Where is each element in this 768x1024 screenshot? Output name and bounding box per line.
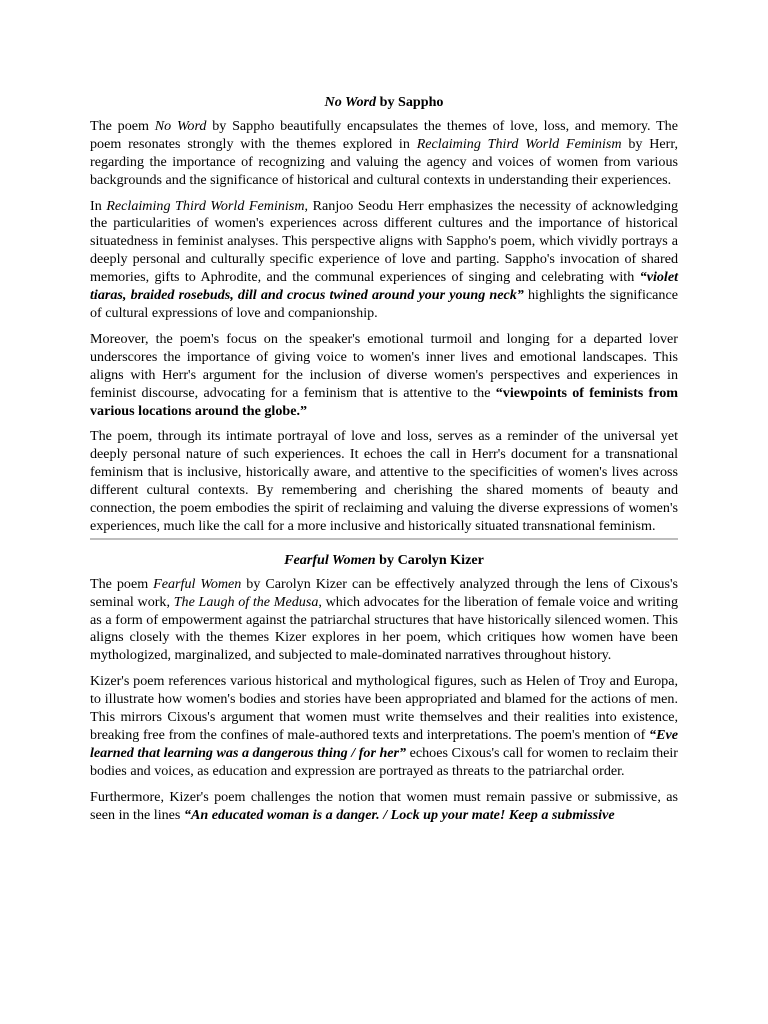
text-run-italic: Fearful Women	[153, 575, 242, 592]
text-run: The poem, through its intimate portrayal of love and loss, serves as a reminder of the universal yet deeply personal nature of such experiences. It echoes the call in Herr's document for a transnational feminism that is inclusive, historically aware, and attentive to the specificities of women's lives across different cultural contexts. By remembering and cherishing the shared moments of beauty and connection, the poem embodies the spirit of reclaiming and valuing the diverse expressions of women's experiences, much like the call for a more inclusive and historically situated transnational feminism.	[90, 428, 678, 534]
text-run: by Herr, regarding the importance of recognizing and valuing the agency and voices of women from various backgrounds and the significance of historical and cultural contexts in understanding their experiences.	[90, 135, 679, 188]
text-run-italic: Reclaiming Third World Feminism	[416, 135, 622, 152]
text-run: by Carolyn Kizer can be effectively analyzed through the lens of Cixous's seminal work,	[90, 575, 678, 610]
text-run: In	[90, 197, 107, 214]
paragraph	[90, 673, 678, 780]
paragraph	[90, 428, 678, 535]
section-heading-kizer	[90, 552, 678, 570]
text-run: Moreover, the poem's focus on the speaker's emotional turmoil and longing for a departed lover underscores the importance of giving voice to women's inner lives and emotional landscapes. This aligns with Herr's argument for the inclusion of diverse women's perspectives and experiences in feminist discourse, advocating for a feminism that is attentive to the	[90, 330, 678, 401]
text-run: Kizer's poem references various historical and mythological figures, such as Helen of Troy and Europa, to illustrate how women's bodies and stories have been appropriated and blamed for the actions of men. This mirrors Cixous's argument that women must write themselves and their realities into existence, breaking free from the confines of male-authored texts and interpretations. The poem's mention of	[90, 673, 678, 743]
text-run: highlights the significance of cultural expressions of love and companionship.	[90, 287, 678, 321]
section-heading-sappho	[90, 94, 678, 112]
section-divider	[90, 538, 678, 540]
paragraph	[90, 789, 678, 825]
paragraph	[90, 576, 678, 666]
document-page	[90, 94, 678, 833]
paragraph	[90, 198, 678, 323]
text-run: , Ranjoo Seodu Herr emphasizes the necessity of acknowledging the particularities of women's experiences across different cultures and the importance of historical situatedness in feminist analyses. This perspective aligns with Sappho's poem, which vividly portrays a deeply personal and culturally specific experience of love and parting. Sappho's invocation of shared memories, gifts to Aphrodite, and the communal experiences of singing and celebrating with	[90, 197, 679, 286]
quote-bold-italic: “An educated woman is a danger. / Lock up your mate! Keep a submissive	[183, 806, 615, 823]
text-run: The poem	[90, 117, 155, 134]
text-run-italic: The Laugh of the Medusa	[173, 593, 319, 610]
text-run-italic: Reclaiming Third World Feminism	[106, 197, 305, 214]
section-title-author: by Sappho	[376, 94, 444, 110]
paragraph	[90, 118, 678, 190]
quote-bold-italic: “Eve learned that learning was a dangerous thing / for her”	[90, 727, 678, 761]
quote-bold-italic: “violet tiaras, braided rosebuds, dill and crocus twined around your young neck”	[90, 269, 678, 304]
text-run: by Sappho beautifully encapsulates the themes of love, loss, and memory. The poem resonates strongly with the themes explored in	[90, 117, 678, 152]
text-run: Furthermore, Kizer's poem challenges the notion that women must remain passive or submissive, as seen in the lines	[90, 788, 678, 823]
section-title-italic: Fearful Women	[284, 551, 376, 568]
section-title-italic: No Word	[324, 94, 377, 110]
text-run: The poem	[90, 575, 154, 592]
section-title-author: by Carolyn Kizer	[375, 551, 484, 568]
text-run: echoes Cixous's call for women to reclaim their bodies and voices, as education and expression are portrayed as threats to the patriarchal order.	[90, 744, 678, 779]
text-run: , which advocates for the liberation of female voice and writing as a form of empowerment against the patriarchal structures that have historically silenced women. This aligns closely with the themes Kizer explores in her poem, which critiques how women have been mythologized, marginalized, and subjected to male-dominated narratives throughout history.	[90, 593, 679, 664]
quote-bold: “viewpoints of feminists from various locations around the globe.”	[90, 384, 678, 419]
text-run-italic: No Word	[154, 117, 207, 134]
paragraph	[90, 331, 678, 421]
